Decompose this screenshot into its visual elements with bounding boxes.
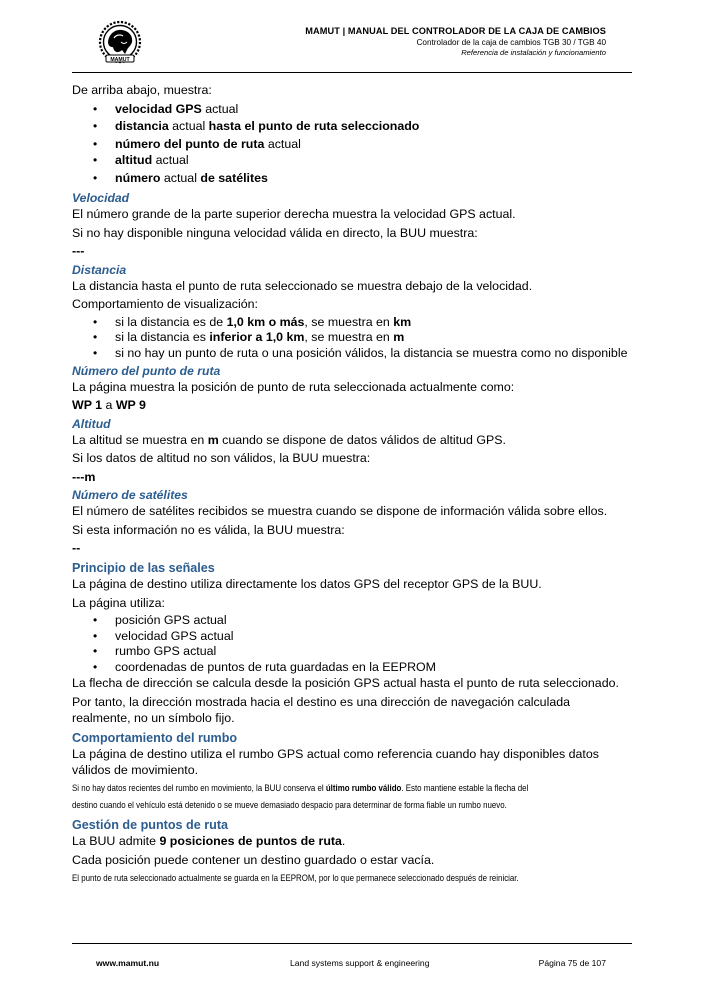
signals-arrow-text: La flecha de dirección se calcula desde la posición GPS actual hasta el punto de ruta seleccionado. [72,676,619,691]
list-item: • número del punto de ruta actual [72,135,632,153]
list-item: • coordenadas de puntos de ruta guardadas en la EEPROM [72,660,632,676]
waypoints-text: La BUU admite 9 posiciones de puntos de ruta. [72,834,346,849]
signals-uses-text: La página utiliza: [72,595,165,610]
speed-invalid-code: --- [72,244,85,259]
heading-note: Si no hay datos recientes del rumbo en movimiento, la BUU conserva el último rumbo válido. Esto mantiene estable la flecha del destino cuando el vehículo está detenido o se mueve demasiado despacio para determinar de forma fiable un rumbo nuevo. [72,783,529,810]
page-content [72,82,632,887]
waypoints-slot-text: Cada posición puede contener un destino guardado o estar vacía. [72,852,435,867]
waypoint-number-heading: Número del punto de ruta [72,363,221,378]
list-item: • número actual de satélites [72,167,632,189]
list-item: • velocidad GPS actual [72,629,632,645]
waypoints-note: El punto de ruta seleccionado actualmente se guarda en la EEPROM, por lo que permanece seleccionado después de reiniciar. [72,873,519,884]
altitude-heading: Altitud [72,416,111,431]
header-subtitle: Controlador de la caja de cambios TGB 30 / TGB 40 [416,38,606,47]
list-item: • si la distancia es de 1,0 km o más, se muestra en km [72,315,632,331]
distance-behaviour-text: Comportamiento de visualización: [72,297,258,312]
footer-website-link[interactable]: www.mamut.nu [96,958,160,968]
footer-company: Land systems support & engineering [290,958,430,968]
footer-rule [72,943,632,944]
list-item: • rumbo GPS actual [72,644,632,660]
satellites-invalid-code: -- [72,541,81,556]
altitude-text: La altitud se muestra en m cuando se dispone de datos válidos de altitud GPS. [72,432,506,447]
waypoint-range: WP 1 a WP 9 [72,398,146,413]
list-item: • si no hay un punto de ruta o una posición válidos, la distancia se muestra como no disponible [72,346,632,362]
page-header [72,18,632,73]
distance-list [72,315,632,362]
altitude-invalid-code: ---m [72,469,96,484]
mamut-logo [94,20,148,66]
header-subtitle-2: Referencia de instalación y funcionamiento [461,48,606,57]
speed-heading: Velocidad [72,191,130,206]
intro-list [72,101,632,190]
header-title: MAMUT | MANUAL DEL CONTROLADOR DE LA CAJA DE CAMBIOS [305,26,606,36]
list-item: • posición GPS actual [72,613,632,629]
list-item: • altitud actual [72,153,632,167]
satellites-invalid-text: Si esta información no es válida, la BUU muestra: [72,522,345,537]
satellites-heading: Número de satélites [72,488,188,503]
speed-text: El número grande de la parte superior derecha muestra la velocidad GPS actual. [72,207,516,222]
distance-text: La distancia hasta el punto de ruta seleccionado se muestra debajo de la velocidad. [72,278,533,293]
signals-text: La página de destino utiliza directamente los datos GPS del receptor GPS de la BUU. [72,577,542,592]
list-item: • si la distancia es inferior a 1,0 km, se muestra en m [72,330,632,346]
footer-page-number: Página 75 de 107 [538,958,606,968]
waypoints-heading: Gestión de puntos de ruta [72,818,229,833]
altitude-invalid-text: Si los datos de altitud no son válidos, la BUU muestra: [72,451,371,466]
signals-list [72,613,632,675]
list-item: • velocidad GPS actual [72,101,632,118]
intro-text: De arriba abajo, muestra: [72,83,212,97]
distance-heading: Distancia [72,262,127,277]
signals-heading: Principio de las señales [72,561,215,576]
speed-invalid-text: Si no hay disponible ninguna velocidad válida en directo, la BUU muestra: [72,225,478,240]
list-item: • distancia actual hasta el punto de ruta seleccionado [72,118,632,135]
heading-behaviour-text: La página de destino utiliza el rumbo GPS actual como referencia cuando hay disponibles datos válidos de movimiento. [72,746,599,777]
satellites-text: El número de satélites recibidos se muestra cuando se dispone de información válida sobre ellos. [72,504,608,519]
header-rule [72,72,632,73]
signals-direction-text: Por tanto, la dirección mostrada hacia el destino es una dirección de navegación calculada realmente, no un símbolo fijo. [72,694,570,725]
heading-behaviour-heading: Comportamiento del rumbo [72,730,238,745]
waypoint-number-text: La página muestra la posición de punto de ruta seleccionada actualmente como: [72,379,515,394]
svg-text:MAMUT: MAMUT [110,57,130,63]
